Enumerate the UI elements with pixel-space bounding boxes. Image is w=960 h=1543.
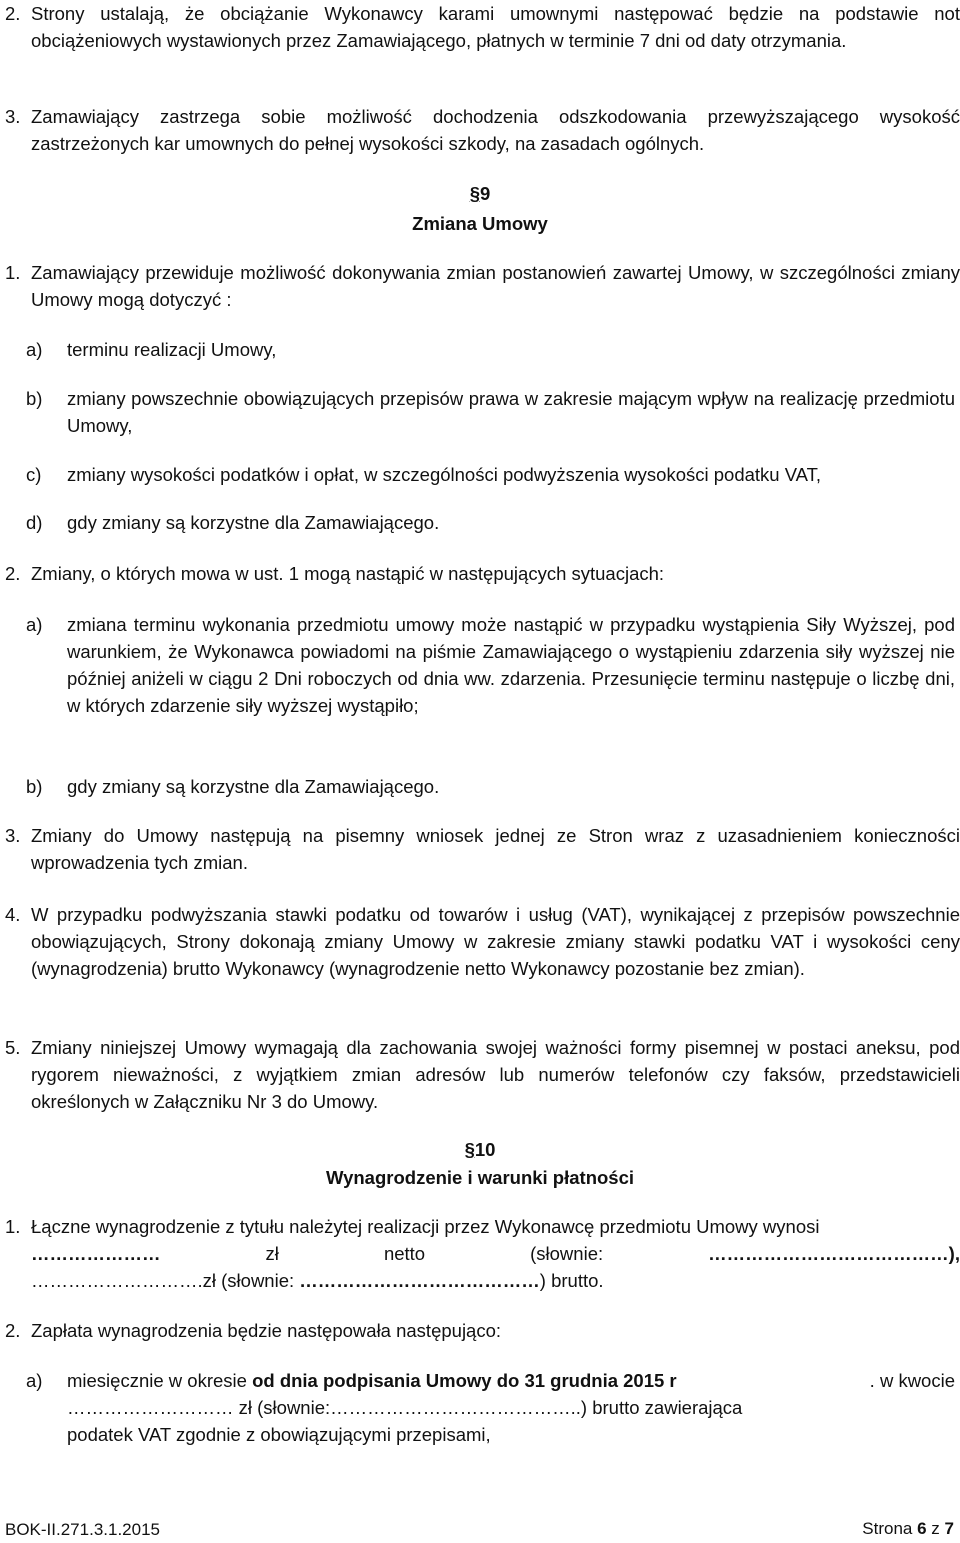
- section-9-title: Zmiana Umowy: [412, 213, 548, 234]
- section-10-number: §10: [464, 1139, 496, 1160]
- paragraph-text: Zamawiający zastrzega sobie możliwość dochodzenia odszkodowania przewyższającego wysokość zastrzeżonych kar umownych do pełnej wysokości szkody, na zasadach ogólnych.: [31, 106, 960, 154]
- section-10-title: Wynagrodzenie i warunki płatności: [325, 1167, 635, 1188]
- amount-line-2: ………………… zł netto (słownie: …………………………………),: [31, 1243, 960, 1264]
- paragraph-text: Strony ustalają, że obciążanie Wykonawcy karami umownymi następować będzie na podstawie not obciążeniowych wystawionych przez Zamawiającego, płatnych w terminie 7 dni od daty otrzymania.: [31, 3, 960, 51]
- section-9-number: §9: [469, 183, 491, 204]
- amount-line-1: Łączne wynagrodzenie z tytułu należytej realizacji przez Wykonawcę przedmiotu Umowy wynosi: [31, 1216, 820, 1237]
- amount-line-3: ……………………….zł (słownie: …………………………………) brutto.: [31, 1270, 604, 1291]
- point-text: Zamawiający przewiduje możliwość dokonywania zmian postanowień zawartej Umowy, w szczególności zmiany Umowy mogą dotyczyć :: [31, 262, 960, 310]
- document-reference: BOK-II.271.3.1.2015: [5, 1520, 160, 1539]
- page-number: Strona 6 z 7: [862, 1519, 954, 1538]
- document-page: 2. Strony ustalają, że obciążanie Wykonawcy karami umownymi następować będzie na podstawie not obciążeniowych wystawionych przez Zamawiającego, płatnych w terminie 7 dni od daty otrzymania. 3. Zamawiający zastrzega sobie możliwość dochodzenia odszkodowania przewyższającego wysokość zastrzeżonych kar umownych do pełnej wysokości szkody, na zasadach ogólnych. §9 Zmiana Umowy 1. Zamawiający przewiduje możliwość dokonywania zmian postanowień zawartej Umowy, w szczególności zmiany Umowy mogą dotyczyć : a) terminu realizacji Umowy, b) zmiany powszechnie obowiązujących przepisów prawa w zakresie mającym wpływ na realizację przedmiotu Umowy, c) zmiany wysokości podatków i opłat, w szczególności podwyższenia wysokości podatku VAT, d) gdy zmiany są korzystne dla Zamawiającego. 2. Zmiany, o których mowa w ust. 1 mogą nastąpić w następujących sytuacjach: a) zmiana terminu wykonania przedmiotu umowy może nastąpić w przypadku wystąpienia Siły Wyższej, pod warunkiem, że Wykonawca powiadomi na piśmie Zamawiającego o wystąpieniu zdarzenia siły wyższej nie później aniżeli w ciągu 2 Dni roboczych od dnia ww. zdarzenia. Przesunięcie terminu następuje o liczbę dni, w których zdarzenie siły wyższej wystąpiło; b) gdy zmiany są korzystne dla Zamawiającego. 3. Zmiany do Umowy następują na pisemny wniosek jednej ze Stron wraz z uzasadnieniem konieczności wprowadzenia tych zmian. 4. W przypadku podwyższania stawki podatku od towarów i usług (VAT), wynikającej z przepisów powszechnie obowiązujących, Strony dokonają zmiany Umowy w zakresie zmiany stawki podatku VAT i wysokości ceny (wynagrodzenia) brutto Wykonawcy (wynagrodzenie netto Wykonawcy pozostanie bez zmian). 5. Zmiany niniejszej Umowy wymagają dla zachowania swojej ważności formy pisemnej w postaci aneksu, pod rygorem nieważności, z wyjątkiem zmian adresów lub numerów telefonów czy faksów, przedstawicieli określonych w Załączniku Nr 3 do Umowy. §10 Wynagrodzenie i warunki płatności 1. Łączne wynagrodzenie z tytułu należytej realizacji przez Wykonawcę przedmiotu Umowy wynosi ………………… zł netto (słownie: …………………………………), ……………………….zł (słownie: …………………………………) brutto. 2. Zapłata wynagrodzenia będzie następowała następująco: a) miesięcznie w okresie od dnia podpisania Umowy do 31 grudnia 2015 r . w kwocie ……………………… zł (słownie:…………………………………..) brutto zawierająca podatek VAT zgodnie z obowiązującymi przepisami, BOK-II.271.3.1.2015 Strona 6 z 7: [0, 0, 960, 1543]
